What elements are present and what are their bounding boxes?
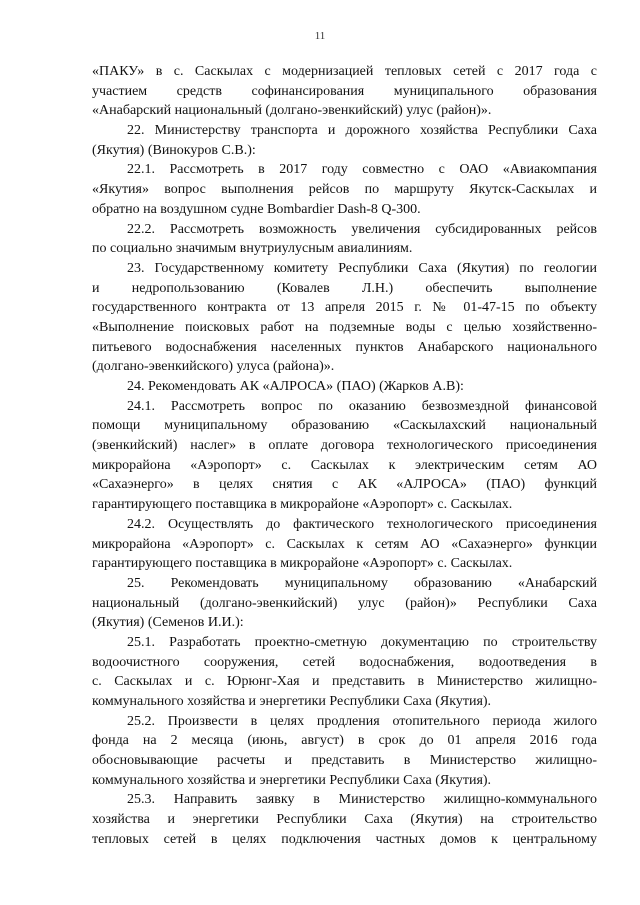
text-line: «ПАКУ» в с. Саскылах с модернизацией тепловых сетей с 2017 года с xyxy=(92,64,597,79)
paragraph-23 xyxy=(92,259,597,377)
text-line: 25.3. Направить заявку в Министерство жилищно-коммунального xyxy=(127,792,597,808)
text-line: 25.1. Разработать проектно-сметную документацию по строительству xyxy=(127,634,597,650)
text-line: участием средств софинансирования муниципального образования xyxy=(92,83,597,99)
text-line: обосновывающие расчеты и представить в Министерство жилищно- xyxy=(92,753,597,769)
text-line: обратно на воздушном судне Bombardier Dash-8 Q-300. xyxy=(92,201,421,217)
paragraph-22 xyxy=(92,121,597,160)
text-line: гарантирующего поставщика в микрорайоне «Аэропорт» с. Саскылах. xyxy=(92,556,513,572)
text-line: 24.1. Рассмотреть вопрос по оказанию безвозмездной финансовой xyxy=(127,398,597,414)
text-line: 22.2. Рассмотреть возможность увеличения субсидированных рейсов xyxy=(127,221,597,237)
paragraph-24-2 xyxy=(92,515,597,574)
text-line: (долгано-эвенкийского) улуса (района)». xyxy=(92,359,335,375)
text-line: «Выполнение поисковых работ на подземные воды с целью хозяйственно- xyxy=(92,319,597,335)
text-line: водоочистного сооружения, сетей водоснабжения, водоотведения в xyxy=(92,654,597,670)
paragraph-24-1 xyxy=(92,397,597,515)
text-line: государственного контракта от 13 апреля 2015 г. № 01-47-15 по объекту xyxy=(92,300,597,316)
text-line: 22. Министерству транспорта и дорожного хозяйства Республики Саха xyxy=(127,123,597,139)
text-line: гарантирующего поставщика в микрорайоне «Аэропорт» с. Саскылах. xyxy=(92,497,513,513)
text-line: с. Саскылах и с. Юрюнг-Хая и представить в Министерство жилищно- xyxy=(92,674,597,690)
text-line: тепловых сетей в целях подключения частных домов к центральному xyxy=(92,831,597,847)
text-line: 24.2. Осуществлять до фактического технологического присоединения xyxy=(127,516,597,532)
text-line: коммунального хозяйства и энергетики Республики Саха (Якутия). xyxy=(92,694,492,709)
text-line: 25. Рекомендовать муниципальному образованию «Анабарский xyxy=(127,575,597,591)
text-line: питьевого водоснабжения населенных пунктов Анабарского национального xyxy=(92,339,597,355)
paragraph-25-1 xyxy=(92,633,597,712)
text-line: помощи муниципальному образованию «Саскылахский национальный xyxy=(92,418,597,434)
document-body xyxy=(92,62,597,850)
paragraph-25 xyxy=(92,574,597,633)
page-number: 11 xyxy=(314,30,326,42)
text-line: фонда на 2 месяца (июнь, август) в срок до 01 апреля 2016 года xyxy=(92,733,597,749)
paragraph-24 xyxy=(92,377,597,397)
paragraph-25-3 xyxy=(92,790,597,849)
text-line: (эвенкийский) наслег» в оплате договора технологического присоединения xyxy=(92,438,597,454)
text-line: «Анабарский национальный (долгано-эвенкийский) улус (район)». xyxy=(92,103,492,119)
text-line: хозяйства и энергетики Республики Саха (Якутия) на строительство xyxy=(92,812,597,828)
paragraph-22-1 xyxy=(92,160,597,219)
text-line: микрорайона «Аэропорт» с. Саскылах к электрическим сетям АО xyxy=(92,457,597,473)
text-line: «Якутия» вопрос выполнения рейсов по маршруту Якутск-Саскылах и xyxy=(92,182,597,198)
text-line: 22.1. Рассмотреть в 2017 году совместно с ОАО «Авиакомпания xyxy=(127,162,597,178)
paragraph-paku-continuation xyxy=(92,62,597,121)
text-line: «Сахаэнерго» в целях снятия с АК «АЛРОСА» (ПАО) функций xyxy=(92,477,597,493)
text-line: 24. Рекомендовать АК «АЛРОСА» (ПАО) (Жарков А.В): xyxy=(127,379,464,394)
text-line: (Якутия) (Винокуров С.В.): xyxy=(92,142,256,158)
paragraph-25-2 xyxy=(92,712,597,791)
paragraph-22-2 xyxy=(92,220,597,259)
text-line: по социально значимым внутриулусным авиалиниям. xyxy=(92,241,413,257)
text-line: (Якутия) (Семенов И.И.): xyxy=(92,615,244,631)
text-line: 25.2. Произвести в целях продления отопительного периода жилого xyxy=(127,713,597,729)
text-line: микрорайона «Аэропорт» с. Саскылах к сетям АО «Сахаэнерго» функции xyxy=(92,536,597,552)
text-line: национальный (долгано-эвенкийский) улус (район)» Республики Саха xyxy=(92,595,597,611)
text-line: коммунального хозяйства и энергетики Республики Саха (Якутия). xyxy=(92,772,492,788)
text-line: и недропользованию (Ковалев Л.Н.) обеспечить выполнение xyxy=(92,280,597,296)
text-line: 23. Государственному комитету Республики Саха (Якутия) по геологии xyxy=(127,260,597,276)
